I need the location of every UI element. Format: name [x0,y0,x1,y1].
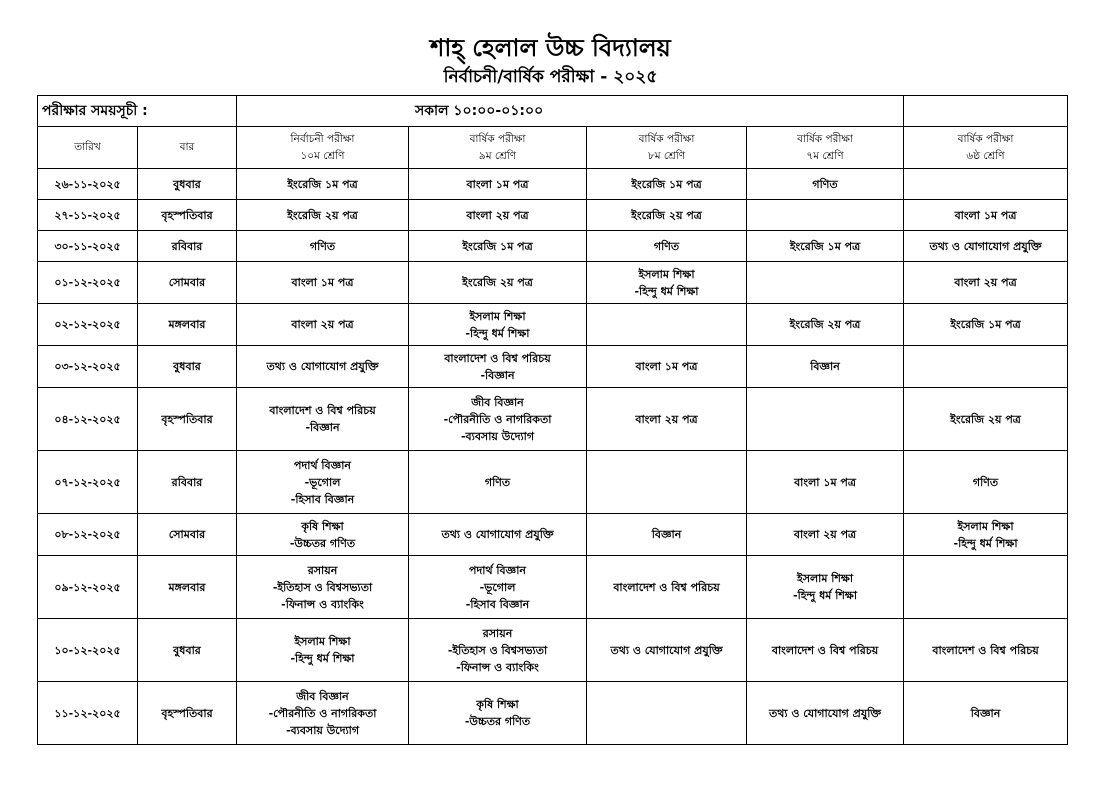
subject-line: -হিসাব বিজ্ঞান [290,492,355,506]
subject-line: ইসলাম শিক্ষা [796,572,854,585]
date-cell: ৩০-১১-২০২৫ [38,231,138,262]
class7-cell [747,682,904,745]
class6-cell [904,514,1068,556]
class6-cell [904,556,1068,619]
class6-cell [904,619,1068,682]
schedule-row [38,556,1068,619]
class6-cell [904,169,1068,200]
class9-cell [409,388,587,451]
subject-line: বিজ্ঞান [651,528,682,541]
class8-cell [587,451,747,514]
column-header-class: ৯ম শ্রেণি [478,149,517,162]
subject-line: -হিসাব বিজ্ঞান [465,597,530,611]
subject-line: -হিন্দু ধর্ম শিক্ষা [793,589,858,602]
class10-cell [237,262,409,304]
day-cell: বৃহস্পতিবার [138,200,237,231]
class7-cell [747,304,904,346]
subject-line: বাংলাদেশ ও বিশ্ব পরিচয় [932,643,1039,657]
subject-line: -ভূগোল [304,475,341,489]
class10-cell [237,556,409,619]
class10-cell [237,388,409,451]
day-cell: বুধবার [138,169,237,200]
subject-line: তথ্য ও যোগাযোগ প্রযুক্তি [266,360,379,373]
subject-line: ইংরেজি ২য় পত্র [631,208,702,222]
subject-line: বাংলা ১ম পত্র [954,208,1017,222]
column-header [904,127,1068,169]
class7-cell [747,231,904,262]
date-cell: ০১-১২-২০২৫ [38,262,138,304]
class9-cell [409,304,587,346]
day-cell: বৃহস্পতিবার [138,388,237,451]
schedule-row [38,200,1068,231]
subject-line: -বিজ্ঞান [305,421,340,434]
subject-line: জীব বিজ্ঞান [296,689,349,703]
class7-cell [747,451,904,514]
subject-line: -বিজ্ঞান [480,368,515,382]
column-header-title: বার্ষিক পরীক্ষা [469,132,526,145]
class8-cell [587,231,747,262]
day-cell: বুধবার [138,346,237,388]
subject-line: ইংরেজি ১ম পত্র [462,239,533,253]
subject-line: বাংলা ২য় পত্র [793,528,857,541]
date-cell: ০৭-১২-২০২৫ [38,451,138,514]
subject-line: -হিন্দু ধর্ম শিক্ষা [953,536,1018,550]
class9-cell [409,169,587,200]
class9-cell [409,556,587,619]
class10-cell [237,514,409,556]
column-header-class: ৭ম শ্রেণি [806,149,844,162]
subject-line: ইসলাম শিক্ষা [957,519,1014,533]
exam-time: সকাল ১০:০০-০১:০০ [237,96,904,127]
class6-cell [904,200,1068,231]
subject-line: গণিত [972,475,999,489]
subject-line: ইংরেজি ২য় পত্র [950,412,1021,426]
subject-line: ইংরেজি ২য় পত্র [789,318,861,331]
class6-cell [904,262,1068,304]
date-cell: ২৭-১১-২০২৫ [38,200,138,231]
exam-title: নির্বাচনী/বার্ষিক পরীক্ষা - ২০২৫ [443,67,658,87]
subject-line: ইসলাম শিক্ষা [294,635,351,648]
schedule-label: পরীক্ষার সময়সূচী : [38,96,237,127]
subject-line: বাংলা ১ম পত্র [794,475,856,489]
schedule-row [38,619,1068,682]
class8-cell [587,619,747,682]
column-header [138,127,237,169]
subject-line: -ইতিহাস ও বিশ্বসভ্যতা [447,643,548,657]
subject-line: তথ্য ও যোগাযোগ প্রযুক্তি [610,643,723,657]
class9-cell [409,346,587,388]
school-name: শাহ্ হেলাল উচ্চ বিদ্যালয় [430,34,671,62]
date-cell: ০২-১২-২০২৫ [38,304,138,346]
subject-line: বাংলাদেশ ও বিশ্ব পরিচয় [444,351,551,365]
subject-line: ইংরেজি ১ম পত্র [950,318,1021,331]
subject-line: -হিন্দু ধর্ম শিক্ষা [465,326,530,340]
subject-line: -পৌরনীতি ও নাগরিকতা [268,706,377,720]
class9-cell [409,231,587,262]
column-header [38,127,138,169]
class9-cell [409,619,587,682]
class9-cell [409,514,587,556]
class10-cell [237,200,409,231]
subject-line: বাংলা ১ম পত্র [635,360,698,373]
class9-cell [409,451,587,514]
subject-line: -ব্যবসায় উদ্যোগ [460,429,535,443]
day-cell: সোমবার [138,262,237,304]
schedule-row [38,304,1068,346]
subject-line: -ইতিহাস ও বিশ্বসভ্যতা [272,580,373,594]
subject-line: -হিন্দু ধর্ম শিক্ষা [634,284,699,298]
schedule-row [38,169,1068,200]
class8-cell [587,682,747,745]
class7-cell [747,262,904,304]
subject-line: বাংলা ২য় পত্র [954,276,1017,289]
class8-cell [587,200,747,231]
subject-line: -ভূগোল [479,580,516,594]
class8-cell [587,556,747,619]
subject-line: -উচ্চতর গণিত [464,715,531,728]
column-header [587,127,747,169]
date-cell: ০৯-১২-২০২৫ [38,556,138,619]
class6-cell [904,304,1068,346]
subject-line: রসায়ন [307,563,338,577]
schedule-row [38,514,1068,556]
class8-cell [587,514,747,556]
subject-line: তথ্য ও যোগাযোগ প্রযুক্তি [768,706,882,720]
class8-cell [587,304,747,346]
column-header-title: বার্ষিক পরীক্ষা [957,132,1014,145]
subject-line: বাংলাদেশ ও বিশ্ব পরিচয় [771,643,879,657]
subject-line: -পৌরনীতি ও নাগরিকতা [443,412,552,426]
class7-cell [747,619,904,682]
subject-line: ইংরেজি ১ম পত্র [631,177,702,191]
subject-line: পদার্থ বিজ্ঞান [469,563,526,577]
column-header-class: ৮ম শ্রেণি [647,149,686,162]
class7-cell [747,556,904,619]
class8-cell [587,346,747,388]
exam-schedule-table [37,95,1068,745]
class6-cell [904,346,1068,388]
day-cell: বৃহস্পতিবার [138,682,237,745]
date-cell: ০৩-১২-২০২৫ [38,346,138,388]
day-cell: রবিবার [138,231,237,262]
column-header-class: ৬ষ্ঠ শ্রেণি [966,149,1005,162]
column-header-class: ১০ম শ্রেণি [300,149,345,162]
subject-line: ইংরেজি ১ম পত্র [789,239,861,253]
subject-line: বাংলা ১ম পত্র [291,276,354,289]
subject-line: বাংলা ২য় পত্র [291,318,354,331]
column-header [237,127,409,169]
schedule-row [38,346,1068,388]
subject-line: তথ্য ও যোগাযোগ প্রযুক্তি [441,528,554,541]
class6-cell [904,451,1068,514]
subject-line: গণিত [484,475,511,489]
day-cell: বুধবার [138,619,237,682]
subject-line: বাংলাদেশ ও বিশ্ব পরিচয় [269,404,376,417]
subject-line: তথ্য ও যোগাযোগ প্রযুক্তি [929,239,1042,253]
subject-line: বাংলা ২য় পত্র [466,208,529,222]
subject-line: -ফিনান্স ও ব্যাংকিং [456,660,539,674]
class7-cell [747,169,904,200]
date-cell: ০৪-১২-২০২৫ [38,388,138,451]
class8-cell [587,169,747,200]
column-header [409,127,587,169]
schedule-body [38,96,1068,745]
class6-cell [904,388,1068,451]
subject-line: -হিন্দু ধর্ম শিক্ষা [290,652,355,665]
schedule-row [38,262,1068,304]
subject-line: ইসলাম শিক্ষা [638,267,695,281]
class10-cell [237,169,409,200]
class10-cell [237,619,409,682]
column-header [747,127,904,169]
column-header-row [38,127,1068,169]
subject-line: কৃষি শিক্ষা [301,519,344,533]
day-cell: রবিবার [138,451,237,514]
class10-cell [237,304,409,346]
column-header-title: বার্ষিক পরীক্ষা [638,132,695,145]
subject-line: বিজ্ঞান [810,360,840,373]
date-cell: ১০-১২-২০২৫ [38,619,138,682]
schedule-header-row [38,96,1068,127]
day-cell: মঙ্গলবার [138,556,237,619]
class6-cell [904,682,1068,745]
class10-cell [237,451,409,514]
class7-cell [747,200,904,231]
class9-cell [409,200,587,231]
class9-cell [409,682,587,745]
subject-line: গণিত [812,177,838,191]
class8-cell [587,262,747,304]
empty-cell [904,96,1068,127]
schedule-row [38,231,1068,262]
class7-cell [747,346,904,388]
subject-line: বাংলা ১ম পত্র [466,177,529,191]
subject-line: ইসলাম শিক্ষা [469,309,526,323]
class10-cell [237,346,409,388]
subject-line: বাংলাদেশ ও বিশ্ব পরিচয় [613,580,720,594]
column-header-title: বার [179,141,195,153]
subject-line: জীব বিজ্ঞান [471,395,524,409]
subject-line: বাংলা ২য় পত্র [635,412,698,426]
class7-cell [747,514,904,556]
subject-line: রসায়ন [482,626,513,640]
class7-cell [747,388,904,451]
date-cell: ১১-১২-২০২৫ [38,682,138,745]
class10-cell [237,231,409,262]
subject-line: বিজ্ঞান [970,706,1001,720]
day-cell: মঙ্গলবার [138,304,237,346]
subject-line: পদার্থ বিজ্ঞান [294,458,351,472]
schedule-row [38,388,1068,451]
subject-line: গণিত [653,239,680,253]
subject-line: কৃষি শিক্ষা [476,698,519,711]
date-cell: ২৬-১১-২০২৫ [38,169,138,200]
column-header-title: বার্ষিক পরীক্ষা [797,132,853,145]
class9-cell [409,262,587,304]
subject-line: -ব্যবসায় উদ্যোগ [285,723,360,737]
date-cell: ০৮-১২-২০২৫ [38,514,138,556]
subject-line: ইংরেজি ১ম পত্র [287,177,358,191]
subject-line: ইংরেজি ২য় পত্র [287,208,358,222]
column-header-title: তারিখ [74,141,101,153]
subject-line: -উচ্চতর গণিত [289,536,356,550]
schedule-row [38,682,1068,745]
class6-cell [904,231,1068,262]
column-header-title: নির্বাচনী পরীক্ষা [290,132,355,145]
subject-line: ইংরেজি ২য় পত্র [462,276,533,289]
subject-line: গণিত [309,239,336,253]
class10-cell [237,682,409,745]
class8-cell [587,388,747,451]
schedule-row [38,451,1068,514]
subject-line: -ফিনান্স ও ব্যাংকিং [281,597,364,611]
day-cell: সোমবার [138,514,237,556]
